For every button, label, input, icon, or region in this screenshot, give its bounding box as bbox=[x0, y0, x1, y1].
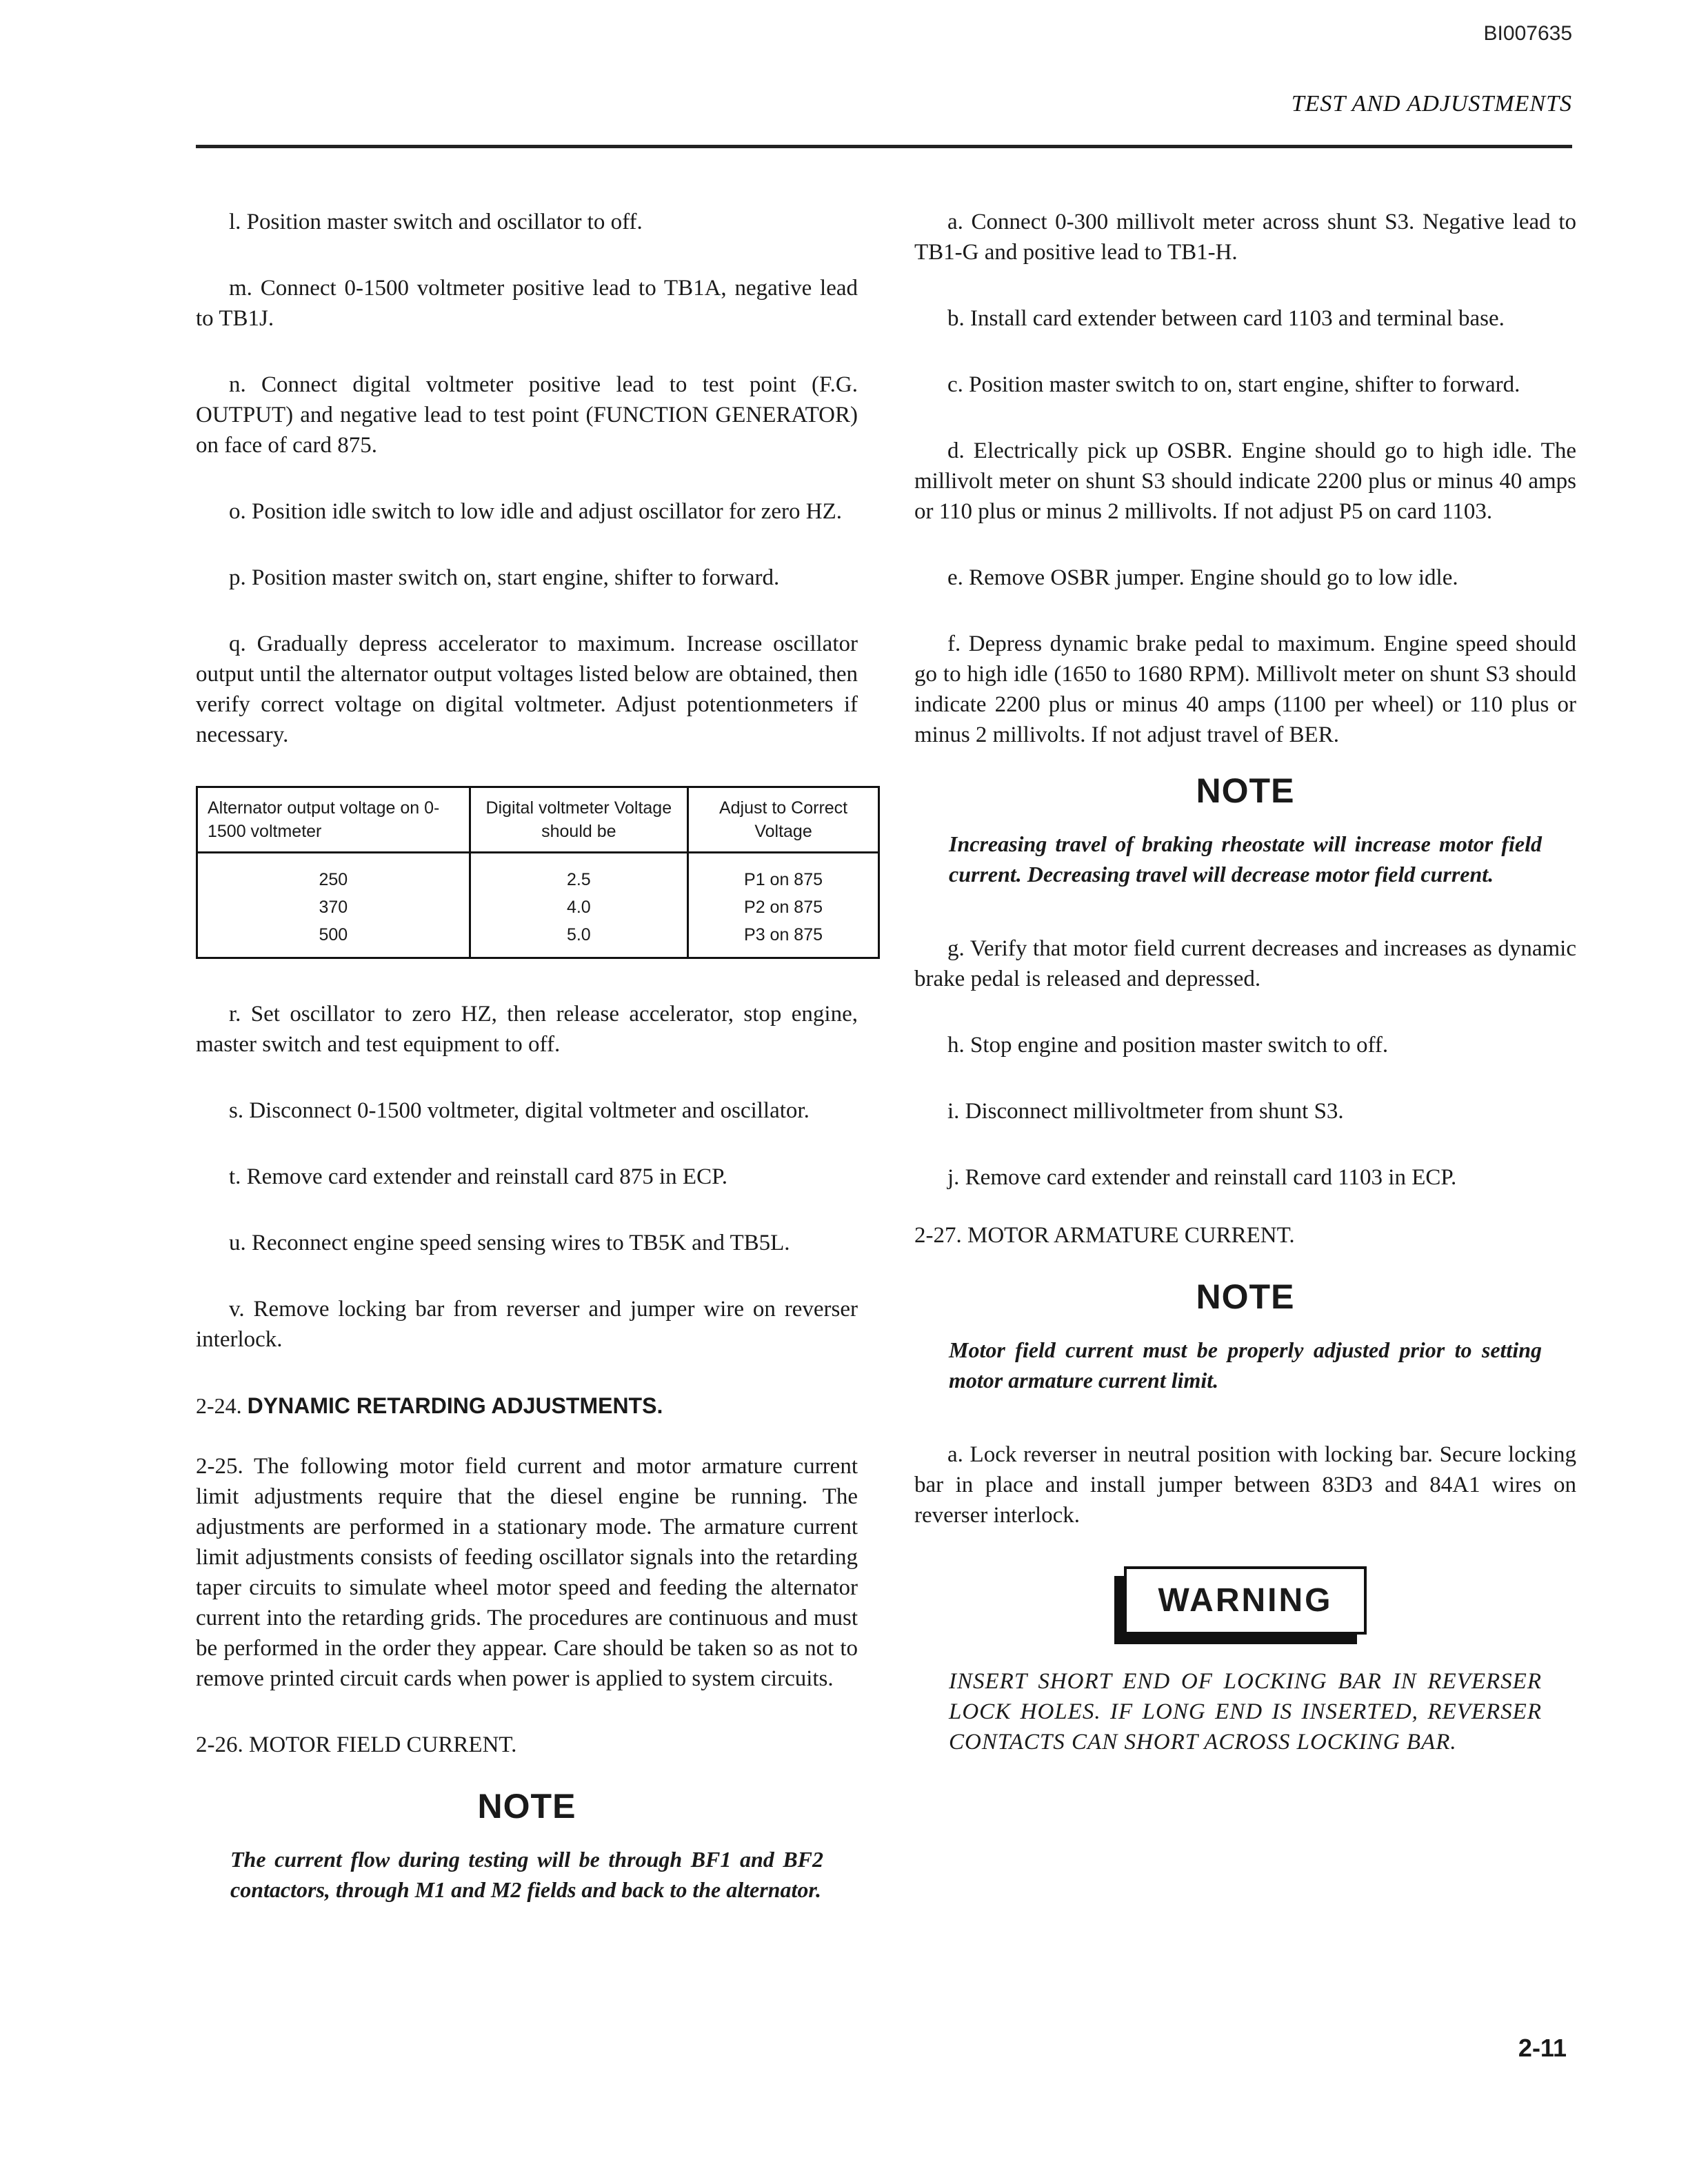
note-text: Increasing travel of braking rheostate will increase motor field current. Decreasing travel will decrease motor field current. bbox=[949, 831, 1542, 887]
step-d: d. Electrically pick up OSBR. Engine should go to high idle. The millivolt meter on shunt S3 should indicate 2200 plus or minus 40 amps or 110 plus or minus 2 millivolts. If not adjust P5 on card 1103. bbox=[914, 438, 1576, 524]
note-title: NOTE bbox=[477, 1787, 576, 1826]
warning-box: WARNING bbox=[1124, 1566, 1367, 1635]
step-a: a. Connect 0-300 millivolt meter across shunt S3. Negative lead to TB1-G and positive lead to TB1-H. bbox=[914, 210, 1576, 265]
table-header-alternator: Alternator output voltage on 0-1500 voltmeter bbox=[197, 787, 470, 853]
step-r: r. Set oscillator to zero HZ, then release accelerator, stop engine, master switch and test equipment to off. bbox=[196, 1002, 858, 1057]
page-number: 2-11 bbox=[1518, 2034, 1567, 2062]
section-header: TEST AND ADJUSTMENTS bbox=[1291, 91, 1572, 117]
section-2-27-heading: 2-27. MOTOR ARMATURE CURRENT. bbox=[914, 1223, 1295, 1248]
table-header-digital: Digital voltmeter Voltage should be bbox=[470, 787, 687, 853]
step-u: u. Reconnect engine speed sensing wires to TB5K and TB5L. bbox=[229, 1231, 790, 1255]
left-column bbox=[196, 207, 858, 1949]
step-t: t. Remove card extender and reinstall card 875 in ECP. bbox=[229, 1164, 728, 1189]
right-column bbox=[914, 207, 1576, 1757]
table-row bbox=[197, 893, 879, 921]
note-title: NOTE bbox=[1196, 771, 1295, 810]
step-h: h. Stop engine and position master switch to off. bbox=[947, 1033, 1389, 1058]
step-j: j. Remove card extender and reinstall card 1103 in ECP. bbox=[947, 1165, 1457, 1190]
section-2-24-number: 2-24. bbox=[196, 1393, 242, 1418]
step-m: m. Connect 0-1500 voltmeter positive lead to TB1A, negative lead to TB1J. bbox=[196, 276, 858, 331]
step-e: e. Remove OSBR jumper. Engine should go to low idle. bbox=[947, 565, 1458, 590]
warning-text: INSERT SHORT END OF LOCKING BAR IN REVERSER LOCK HOLES. IF LONG END IS INSERTED, REVERSER CONTACTS CAN SHORT ACROSS LOCKING BAR. bbox=[949, 1669, 1542, 1755]
step-c: c. Position master switch to on, start engine, shifter to forward. bbox=[947, 372, 1520, 397]
section-2-24-title: DYNAMIC RETARDING ADJUSTMENTS. bbox=[247, 1393, 663, 1418]
section-2-24-heading bbox=[196, 1391, 858, 1421]
step-f: f. Depress dynamic brake pedal to maximum. Engine speed should go to high idle (1650 to 1680 RPM). Millivolt meter on shunt S3 should indicate 2200 plus or minus 40 amps (1100 per wheel) or 110 plus or minus 2 millivolts. If not adjust travel of BER. bbox=[914, 631, 1576, 747]
table-cell: 250 bbox=[197, 853, 470, 894]
voltage-table bbox=[196, 786, 880, 959]
table-cell: 500 bbox=[197, 921, 470, 958]
step-g: g. Verify that motor field current decreases and increases as dynamic brake pedal is released and depressed. bbox=[914, 936, 1576, 991]
section-2-26-heading: 2-26. MOTOR FIELD CURRENT. bbox=[196, 1732, 517, 1757]
table-header-adjust: Adjust to Correct Voltage bbox=[688, 787, 879, 853]
step-s: s. Disconnect 0-1500 voltmeter, digital voltmeter and oscillator. bbox=[229, 1098, 810, 1123]
warning-box-wrap bbox=[914, 1566, 1576, 1635]
note-title: NOTE bbox=[1196, 1277, 1295, 1316]
note-text: Motor field current must be properly adjusted prior to setting motor armature current limit. bbox=[949, 1337, 1542, 1393]
table-row bbox=[197, 921, 879, 958]
step-p: p. Position master switch on, start engine, shifter to forward. bbox=[229, 565, 780, 590]
table-cell: 370 bbox=[197, 893, 470, 921]
note-text: The current flow during testing will be through BF1 and BF2 contactors, through M1 and M2 fields and back to the alternator. bbox=[230, 1847, 823, 1902]
table-cell: P2 on 875 bbox=[688, 893, 879, 921]
step-l: l. Position master switch and oscillator to off. bbox=[229, 210, 643, 234]
document-id: BI007635 bbox=[1483, 22, 1572, 45]
step-o: o. Position idle switch to low idle and adjust oscillator for zero HZ. bbox=[229, 499, 843, 524]
step-i: i. Disconnect millivoltmeter from shunt S3. bbox=[947, 1099, 1344, 1124]
table-cell: 5.0 bbox=[470, 921, 687, 958]
table-cell: 4.0 bbox=[470, 893, 687, 921]
table-cell: P3 on 875 bbox=[688, 921, 879, 958]
step-q: q. Gradually depress accelerator to maximum. Increase oscillator output until the alternator output voltages listed below are obtained, then verify correct voltage on digital voltmeter. Adjust potentionmeters if necessary. bbox=[196, 631, 858, 747]
step-v: v. Remove locking bar from reverser and jumper wire on reverser interlock. bbox=[196, 1297, 858, 1352]
paragraph-2-25: 2-25. The following motor field current and motor armature current limit adjustments require that the diesel engine be running. The adjustments are performed in a stationary mode. The armature current limit adjustments consists of feeding oscillator signals into the retarding taper circuits to simulate wheel motor speed and feeding the alternator current into the retarding grids. The procedures are continuous and must be performed in the order they appear. Care should be taken so as not to remove printed circuit cards when power is applied to system circuits. bbox=[196, 1454, 858, 1691]
header-rule bbox=[196, 145, 1572, 148]
table-row bbox=[197, 853, 879, 894]
step-n: n. Connect digital voltmeter positive lead to test point (F.G. OUTPUT) and negative lead to test point (FUNCTION GENERATOR) on face of card 875. bbox=[196, 372, 858, 458]
step-b: b. Install card extender between card 1103 and terminal base. bbox=[947, 306, 1505, 331]
table-cell: P1 on 875 bbox=[688, 853, 879, 894]
table-cell: 2.5 bbox=[470, 853, 687, 894]
step-a-lock: a. Lock reverser in neutral position with locking bar. Secure locking bar in place and install jumper between 83D3 and 84A1 wires on reverser interlock. bbox=[914, 1442, 1576, 1528]
